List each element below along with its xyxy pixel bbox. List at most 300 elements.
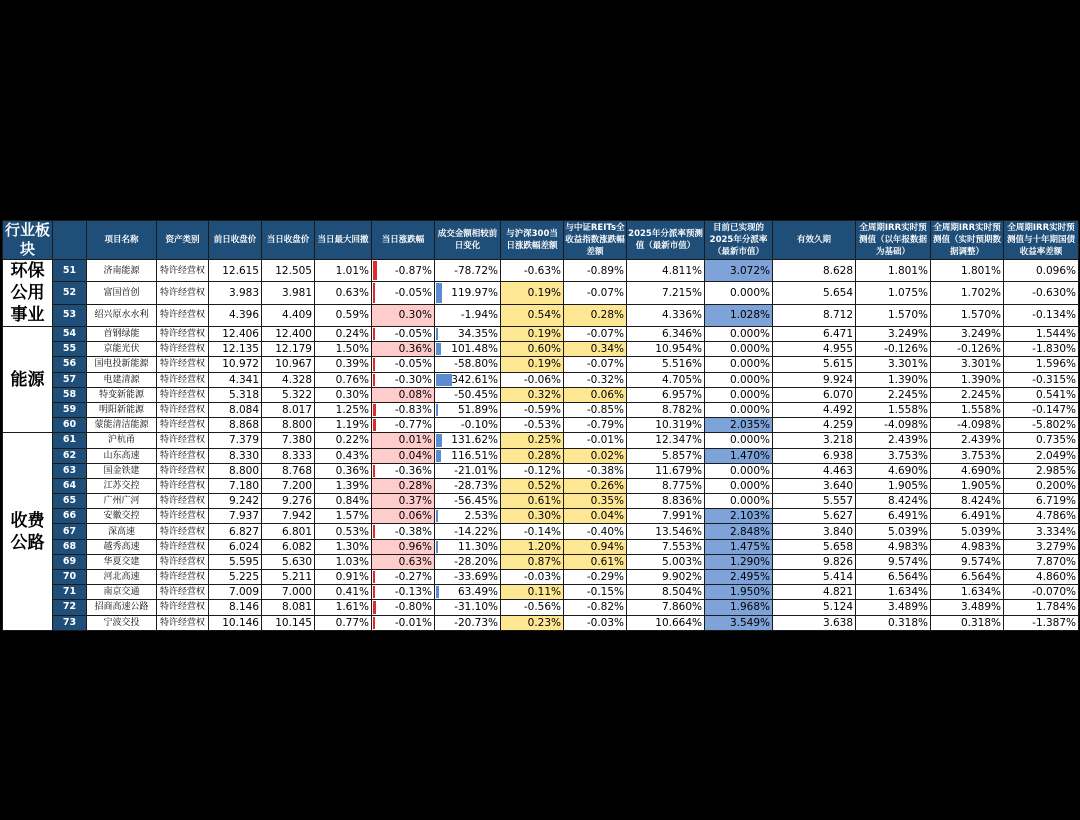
cell-value: 0.53% — [335, 525, 369, 538]
cell-value: 0.735% — [1035, 434, 1076, 447]
table-cell — [53, 478, 87, 493]
cell-value: -0.13% — [394, 586, 432, 599]
table-cell — [53, 615, 87, 630]
table-cell — [435, 304, 501, 326]
cell-value: 0.35% — [590, 495, 624, 508]
table-cell — [315, 448, 372, 463]
table-cell — [87, 372, 157, 387]
cell-value: 2.245% — [887, 388, 928, 401]
cell-value: 4.409 — [281, 309, 312, 322]
cell-value: 1.905% — [887, 479, 928, 492]
cell-value: 1.30% — [335, 540, 369, 553]
table-cell — [931, 509, 1004, 524]
table-cell — [209, 494, 262, 509]
cell-value: 8.836% — [661, 495, 702, 508]
table-cell — [87, 260, 157, 282]
table-cell — [564, 327, 627, 342]
cell-value: -20.73% — [454, 616, 498, 629]
cell-value: -0.01% — [586, 434, 624, 447]
cell-value: 0.39% — [335, 358, 369, 371]
cell-value: 63 — [62, 464, 77, 476]
cell-value: 0.63% — [398, 555, 432, 568]
cell-value: -21.01% — [454, 464, 498, 477]
table-cell — [372, 433, 435, 448]
table-cell — [501, 357, 564, 372]
table-cell — [931, 282, 1004, 304]
cell-value: 3.301% — [887, 358, 928, 371]
table-cell — [856, 448, 931, 463]
table-cell — [856, 282, 931, 304]
cell-value: 9.574% — [887, 555, 928, 568]
table-row — [3, 402, 1079, 417]
table-cell — [53, 282, 87, 304]
cell-value: 8.333 — [281, 449, 312, 462]
cell-value: 特许经营权 — [159, 450, 205, 461]
cell-value: 0.19% — [527, 328, 561, 341]
cell-value: 1.39% — [335, 479, 369, 492]
cell-value: -14.22% — [454, 525, 498, 538]
table-cell — [262, 524, 315, 539]
cell-value: 8.628 — [822, 264, 853, 277]
table-cell — [627, 402, 705, 417]
table-cell — [705, 494, 773, 509]
cell-value: -50.45% — [454, 388, 498, 401]
table-cell — [262, 600, 315, 615]
cell-value: 0.000% — [729, 434, 770, 447]
cell-value: 72 — [62, 601, 77, 613]
table-cell — [773, 539, 856, 554]
table-cell — [209, 402, 262, 417]
cell-value: 0.000% — [729, 358, 770, 371]
cell-value: 特变新能源 — [98, 389, 144, 400]
table-cell — [501, 554, 564, 569]
table-cell — [627, 260, 705, 282]
table-cell — [1004, 524, 1079, 539]
table-cell — [315, 570, 372, 585]
cell-value: 4.983% — [960, 540, 1001, 553]
cell-value: 9.902% — [661, 571, 702, 584]
cell-value: -28.73% — [454, 479, 498, 492]
table-cell — [856, 418, 931, 433]
table-cell — [53, 524, 87, 539]
cell-value: -0.01% — [394, 616, 432, 629]
cell-value: 0.000% — [729, 464, 770, 477]
cell-value: 1.20% — [527, 540, 561, 553]
cell-value: -0.05% — [394, 328, 432, 341]
cell-value: 7.000 — [281, 586, 312, 599]
table-cell — [262, 418, 315, 433]
table-cell — [372, 600, 435, 615]
table-cell — [262, 494, 315, 509]
cell-value: 2.439% — [887, 434, 928, 447]
cell-value: 6.024 — [228, 540, 259, 553]
cell-value: 1.801% — [960, 264, 1001, 277]
cell-value: -0.38% — [586, 464, 624, 477]
table-cell — [315, 327, 372, 342]
table-cell — [627, 418, 705, 433]
column-header — [53, 221, 87, 260]
cell-value: 0.24% — [335, 328, 369, 341]
table-cell — [157, 402, 209, 417]
table-cell — [53, 433, 87, 448]
table-cell — [209, 554, 262, 569]
table-cell — [501, 463, 564, 478]
cell-value: -4.098% — [884, 419, 928, 432]
table-cell — [53, 418, 87, 433]
table-cell — [209, 387, 262, 402]
table-cell — [209, 539, 262, 554]
table-cell — [773, 327, 856, 342]
table-cell — [931, 478, 1004, 493]
table-cell — [315, 282, 372, 304]
cell-value: 0.000% — [729, 388, 770, 401]
cell-value: 4.690% — [960, 464, 1001, 477]
table-cell — [564, 509, 627, 524]
table-cell — [372, 494, 435, 509]
table-cell — [564, 554, 627, 569]
cell-value: 4.811% — [661, 264, 702, 277]
table-cell — [501, 600, 564, 615]
cell-value: -0.070% — [1032, 586, 1076, 599]
table-cell — [87, 554, 157, 569]
cell-value: 0.000% — [729, 495, 770, 508]
data-bar — [373, 404, 376, 416]
data-bar — [436, 541, 438, 553]
table-cell — [564, 570, 627, 585]
cell-value: -0.07% — [586, 328, 624, 341]
cell-value: 0.25% — [527, 434, 561, 447]
cell-value: 57 — [62, 373, 77, 385]
table-cell — [315, 494, 372, 509]
cell-value: 宁波交投 — [103, 617, 140, 628]
column-header: 全周期IRR实时预测值与十年期国债收益率差额 — [1004, 221, 1079, 260]
table-cell — [87, 282, 157, 304]
cell-value: -0.40% — [586, 525, 624, 538]
cell-value: -0.89% — [586, 264, 624, 277]
cell-value: 3.218 — [822, 434, 853, 447]
cell-value: 0.318% — [960, 616, 1001, 629]
cell-value: 1.290% — [729, 555, 770, 568]
table-cell — [372, 418, 435, 433]
table-cell — [564, 260, 627, 282]
table-cell — [435, 478, 501, 493]
table-cell — [856, 494, 931, 509]
table-cell — [856, 387, 931, 402]
cell-value: 2.245% — [960, 388, 1001, 401]
table-cell — [627, 282, 705, 304]
cell-value: 6.801 — [281, 525, 312, 538]
table-cell — [87, 357, 157, 372]
table-cell — [209, 418, 262, 433]
cell-value: 0.04% — [590, 510, 624, 523]
cell-value: 济南能源 — [103, 265, 140, 276]
cell-value: -4.098% — [957, 419, 1001, 432]
cell-value: 7.009 — [228, 586, 259, 599]
cell-value: 6.827 — [228, 525, 259, 538]
cell-value: 广州广河 — [103, 496, 140, 507]
cell-value: 119.97% — [451, 286, 498, 299]
cell-value: 1.634% — [887, 586, 928, 599]
cell-value: -0.315% — [1032, 373, 1076, 386]
cell-value: 5.318 — [228, 388, 259, 401]
table-cell — [773, 372, 856, 387]
cell-value: 0.36% — [398, 343, 432, 356]
table-cell — [501, 387, 564, 402]
table-cell — [315, 372, 372, 387]
cell-value: 国电投新能源 — [94, 359, 149, 370]
table-cell — [627, 463, 705, 478]
table-cell — [501, 585, 564, 600]
table-cell — [315, 342, 372, 357]
table-cell — [931, 585, 1004, 600]
table-cell — [87, 509, 157, 524]
table-cell — [209, 357, 262, 372]
table-cell — [705, 463, 773, 478]
table-cell — [501, 448, 564, 463]
cell-value: 60 — [62, 419, 77, 431]
cell-value: 8.782% — [661, 404, 702, 417]
cell-value: 4.955 — [822, 343, 853, 356]
cell-value: 1.968% — [729, 601, 770, 614]
cell-value: 越秀高速 — [103, 541, 140, 552]
table-cell — [53, 509, 87, 524]
table-cell — [501, 615, 564, 630]
table-cell — [856, 463, 931, 478]
cell-value: 首钢绿能 — [103, 329, 140, 340]
data-bar — [373, 601, 376, 613]
cell-value: 3.549% — [729, 616, 770, 629]
table-cell — [87, 387, 157, 402]
table-cell — [705, 327, 773, 342]
cell-value: 5.039% — [887, 525, 928, 538]
cell-value: 5.630 — [281, 555, 312, 568]
cell-value: 绍兴原水水利 — [94, 310, 149, 321]
table-cell — [627, 585, 705, 600]
cell-value: 0.000% — [729, 286, 770, 299]
table-cell — [87, 570, 157, 585]
sector-label: 环保公用事业 — [3, 260, 53, 327]
cell-value: 51 — [62, 264, 77, 276]
table-cell — [564, 478, 627, 493]
cell-value: 2.848% — [729, 525, 770, 538]
table-cell — [1004, 260, 1079, 282]
cell-value: 特许经营权 — [159, 389, 205, 400]
table-cell — [87, 304, 157, 326]
cell-value: 9.574% — [960, 555, 1001, 568]
cell-value: 特许经营权 — [159, 526, 205, 537]
cell-value: -0.85% — [586, 404, 624, 417]
cell-value: 61 — [62, 434, 77, 446]
cell-value: -56.45% — [454, 495, 498, 508]
table-cell — [931, 372, 1004, 387]
cell-value: -28.20% — [454, 555, 498, 568]
table-cell — [931, 342, 1004, 357]
cell-value: 特许经营权 — [159, 556, 205, 567]
cell-value: 0.63% — [335, 286, 369, 299]
cell-value: 0.000% — [729, 479, 770, 492]
table-row — [3, 509, 1079, 524]
cell-value: 1.558% — [960, 404, 1001, 417]
table-cell — [501, 433, 564, 448]
cell-value: 6.346% — [661, 328, 702, 341]
table-cell — [157, 478, 209, 493]
table-cell — [262, 282, 315, 304]
cell-value: 0.000% — [729, 373, 770, 386]
cell-value: 9.276 — [281, 495, 312, 508]
table-cell — [705, 372, 773, 387]
cell-value: 6.719% — [1035, 495, 1076, 508]
table-cell — [705, 357, 773, 372]
cell-value: -0.30% — [394, 373, 432, 386]
table-cell — [157, 615, 209, 630]
table-cell — [315, 615, 372, 630]
table-cell — [262, 463, 315, 478]
cell-value: -0.03% — [523, 571, 561, 584]
table-cell — [1004, 342, 1079, 357]
cell-value: 富国首创 — [103, 287, 140, 298]
table-cell — [372, 570, 435, 585]
cell-value: 特许经营权 — [159, 602, 205, 613]
cell-value: 5.627 — [822, 510, 853, 523]
cell-value: 10.972 — [222, 358, 259, 371]
cell-value: 0.84% — [335, 495, 369, 508]
cell-value: 招商高速公路 — [94, 602, 149, 613]
cell-value: 10.664% — [655, 616, 702, 629]
cell-value: 0.06% — [398, 510, 432, 523]
cell-value: 342.61% — [451, 373, 498, 386]
cell-value: 国金铁建 — [103, 465, 140, 476]
table-cell — [87, 463, 157, 478]
table-cell — [157, 327, 209, 342]
table-cell — [856, 615, 931, 630]
cell-value: 58 — [62, 388, 77, 400]
cell-value: 0.36% — [335, 464, 369, 477]
table-cell — [1004, 585, 1079, 600]
table-cell — [564, 357, 627, 372]
table-cell — [157, 554, 209, 569]
table-cell — [87, 539, 157, 554]
column-header: 当日收盘价 — [262, 221, 315, 260]
table-cell — [209, 433, 262, 448]
table-cell — [1004, 600, 1079, 615]
cell-value: 特许经营权 — [159, 420, 205, 431]
table-cell — [315, 387, 372, 402]
table-cell — [315, 402, 372, 417]
table-cell — [773, 433, 856, 448]
table-cell — [1004, 448, 1079, 463]
cell-value: 0.77% — [335, 616, 369, 629]
table-cell — [705, 433, 773, 448]
cell-value: 0.61% — [527, 495, 561, 508]
table-cell — [315, 260, 372, 282]
column-header: 全周期IRR实时预测值（实时预期数据调整） — [931, 221, 1004, 260]
cell-value: -0.29% — [586, 571, 624, 584]
cell-value: 5.124 — [822, 601, 853, 614]
table-cell — [564, 494, 627, 509]
cell-value: 4.341 — [228, 373, 259, 386]
cell-value: 特许经营权 — [159, 359, 205, 370]
table-cell — [856, 509, 931, 524]
cell-value: 4.259 — [822, 419, 853, 432]
table-cell — [856, 260, 931, 282]
cell-value: 3.983 — [228, 286, 259, 299]
table-cell — [931, 260, 1004, 282]
cell-value: 特许经营权 — [159, 587, 205, 598]
column-header: 与沪深300当日涨跌幅差额 — [501, 221, 564, 260]
table-cell — [53, 448, 87, 463]
cell-value: 12.347% — [655, 434, 702, 447]
cell-value: 11.679% — [655, 464, 702, 477]
cell-value: 0.096% — [1035, 264, 1076, 277]
cell-value: 13.546% — [655, 525, 702, 538]
column-header: 全周期IRR实时预测值（以年报数据为基础） — [856, 221, 931, 260]
table-cell — [435, 524, 501, 539]
table-row — [3, 615, 1079, 630]
table-cell — [705, 478, 773, 493]
cell-value: 7.937 — [228, 510, 259, 523]
table-cell — [773, 260, 856, 282]
table-cell — [705, 524, 773, 539]
cell-value: -0.12% — [523, 464, 561, 477]
cell-value: 7.860% — [661, 601, 702, 614]
cell-value: 8.330 — [228, 449, 259, 462]
table-cell — [53, 539, 87, 554]
table-row — [3, 327, 1079, 342]
table-cell — [262, 342, 315, 357]
table-cell — [262, 327, 315, 342]
table-cell — [87, 585, 157, 600]
table-cell — [372, 478, 435, 493]
cell-value: -0.147% — [1032, 404, 1076, 417]
table-cell — [773, 554, 856, 569]
table-cell — [1004, 304, 1079, 326]
cell-value: 1.784% — [1035, 601, 1076, 614]
cell-value: 6.957% — [661, 388, 702, 401]
cell-value: 2.103% — [729, 510, 770, 523]
table-cell — [705, 402, 773, 417]
table-cell — [773, 282, 856, 304]
table-cell — [856, 304, 931, 326]
table-cell — [157, 463, 209, 478]
table-cell — [773, 524, 856, 539]
cell-value: 0.23% — [527, 616, 561, 629]
table-cell — [315, 357, 372, 372]
table-cell — [315, 433, 372, 448]
table-row — [3, 539, 1079, 554]
cell-value: 5.615 — [822, 358, 853, 371]
column-header: 成交金额相较前日变化 — [435, 221, 501, 260]
table-cell — [705, 600, 773, 615]
table-cell — [931, 357, 1004, 372]
cell-value: 2.495% — [729, 571, 770, 584]
table-cell — [856, 539, 931, 554]
table-row — [3, 585, 1079, 600]
cell-value: -1.830% — [1032, 343, 1076, 356]
table-cell — [435, 260, 501, 282]
cell-value: 52 — [62, 286, 77, 298]
cell-value: 3.249% — [887, 328, 928, 341]
cell-value: -0.630% — [1032, 286, 1076, 299]
table-cell — [1004, 418, 1079, 433]
cell-value: 特许经营权 — [159, 287, 205, 298]
cell-value: 3.981 — [281, 286, 312, 299]
table-cell — [705, 418, 773, 433]
table-cell — [773, 402, 856, 417]
cell-value: -58.80% — [454, 358, 498, 371]
data-bar — [436, 586, 439, 598]
data-bar — [373, 283, 375, 302]
table-cell — [209, 327, 262, 342]
